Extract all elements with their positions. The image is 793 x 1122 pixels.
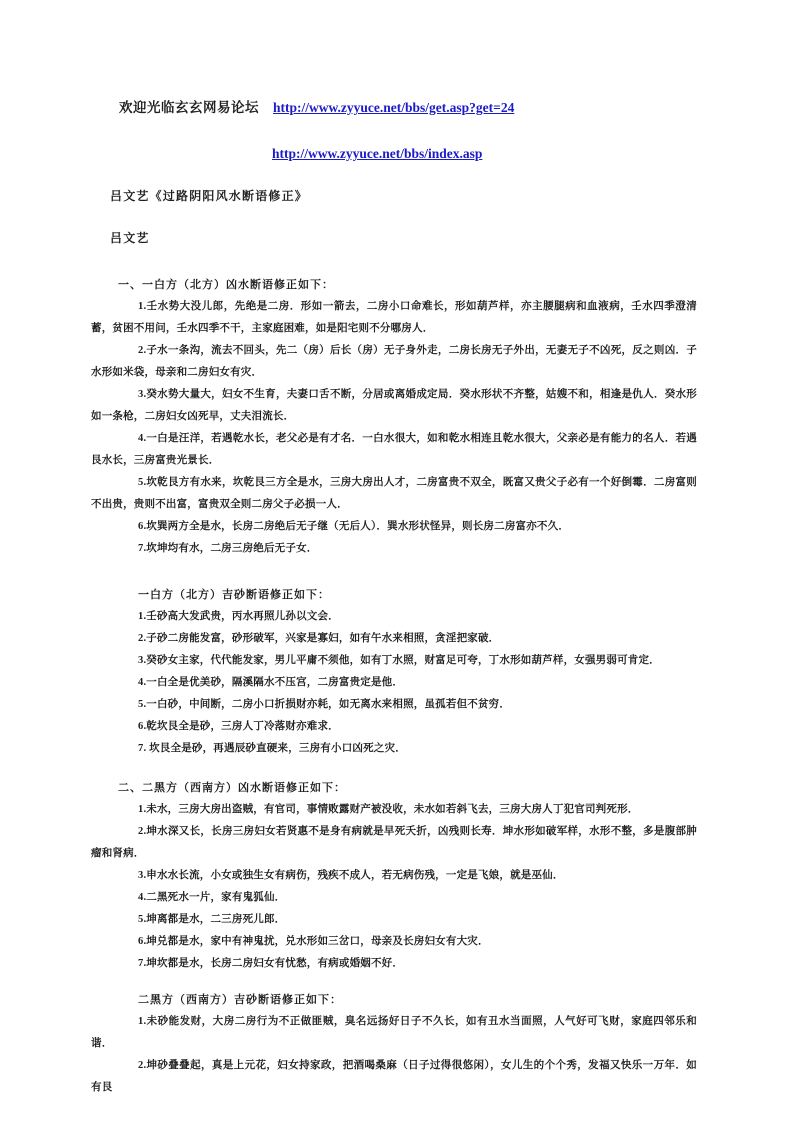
welcome-text: 欢迎光临玄玄网易论坛: [119, 100, 259, 115]
spacer: [91, 760, 697, 777]
forum-link-primary[interactable]: http://www.zyyuce.net/bbs/get.asp?get=24: [273, 100, 515, 115]
section-1-heading: 一、一白方（北方）凶水断语修正如下：: [118, 279, 334, 291]
section-2-water-para-1: 1.未水，三房大房出盗贼，有官司，事情败露财产被没收，未水如若斜飞去，三房大房人丁犯官司判死形．: [138, 804, 639, 815]
spacer: [91, 560, 697, 584]
section-2-subheading: 二黑方（西南方）吉砂断语修正如下：: [138, 994, 342, 1006]
section-1-subheading: 一白方（北方）吉砂断语修正如下：: [138, 589, 330, 601]
section-2-sand-item-2: 2.坤砂叠叠起，真是上元花，妇女持家政，把酒喝桑麻（日子过得很悠闲），女儿生的个个秀，发福又快乐一万年．如有艮: [91, 1060, 697, 1093]
section-1-sand-item-1: 1.壬砂高大发武贵，丙水再照儿孙以文会．: [138, 611, 339, 622]
document-title: 吕文艺《过路阴阳风水断语修正》: [110, 189, 309, 203]
section-1-water-para-3: 3.癸水势大量大，妇女不生育，夫妻口舌不断，分居或离婚成定局．癸水形状不齐整，姑嫂不和，相逢是仇人．癸水形如一条枪，二房妇女凶死早，丈夫泪流长．: [91, 389, 697, 422]
section-1-sand-item-7: 7. 坎艮全是砂，再遇辰砂直硬来，三房有小口凶死之灾．: [138, 743, 406, 754]
secondary-link-row: [272, 144, 697, 164]
section-2-water-para-7: 7.坤坎都是水，长房二房妇女有忧愁，有病或婚姻不好．: [138, 958, 404, 969]
section-1-water-para-2: 2.子水一条沟，流去不回头，先二（房）后长（房）无子身外走，二房长房无子外出，无妻无子不凶死，反之则凶．子水形如米袋，母亲和二房妇女有灾．: [91, 345, 697, 378]
section-1-sand-item-3: 3.癸砂女主家，代代能发家，男儿平庸不须他，如有丁水照，财富足可夸，丁水形如葫芦样，女强男弱可肯定．: [138, 655, 660, 666]
section-2-water-para-4: 4.二黑死水一片，家有鬼狐仙．: [138, 892, 286, 903]
section-1-water-para-6: 6.坎巽两方全是水，长房二房绝后无子继（无后人）．巽水形状怪异，则长房二房富亦不久．: [138, 521, 570, 532]
section-2-water-para-2: 2.坤水深又长，长房三房妇女若贤惠不是身有病就是早死夭折，凶残则长寿．坤水形如破军样，水形不整，多是腹部肿瘤和肾病．: [91, 826, 697, 859]
section-2-heading: 二、二黑方（西南方）凶水断语修正如下：: [118, 782, 346, 794]
section-2-water-para-3: 3.申水水长流，小女或独生女有病伤，残疾不成人，若无病伤残，一定是飞娘，就是巫仙．: [138, 870, 564, 881]
section-1-sand-item-5: 5.一白砂，中间断，二房小口折损财亦耗，如无离水来相照，虽孤若但不贫穷．: [138, 699, 511, 710]
section-1-water-para-4: 4.一白是汪洋，若遇乾水长，老父必是有才名．一白水很大，如和乾水相连且乾水很大，父亲必是有能力的名人．若遇艮水长，三房富贵光景长．: [91, 433, 697, 466]
section-2-sand-item-1: 1.未砂能发财，大房二房行为不正做匪贼，臭名远扬好日子不久长，如有丑水当面照，人气好可飞财，家庭四邻乐和谐．: [91, 1016, 697, 1049]
section-1-water-para-7: 7.坎坤均有水，二房三房绝后无子女．: [138, 543, 318, 554]
section-1-sand-item-4: 4.一白全是优美砂，隔溪隔水不压宫，二房富贵定是他．: [138, 677, 404, 688]
section-2-water-para-6: 6.坤兑都是水，家中有神鬼扰，兑水形如三岔口，母亲及长房妇女有大灾．: [138, 936, 489, 947]
document-author: 吕文艺: [110, 231, 150, 245]
forum-link-secondary[interactable]: http://www.zyyuce.net/bbs/index.asp: [272, 146, 483, 161]
section-1-water-para-5: 5.坎乾艮方有水来，坎乾艮三方全是水，三房大房出人才，二房富贵不双全，既富又贵父子必有一个好倒霉．二房富则不出贵，贵则不出富，富贵双全则二房父子必损一人．: [91, 477, 697, 510]
header-row: [119, 98, 697, 118]
spacer: [91, 975, 697, 989]
section-1-water-para-1: 1.壬水势大没儿郎，先绝是二房．形如一箭去，二房小口命难长，形如葫芦样，亦主腰腿病和血液病，壬水四季澄清蓄，贫困不用问，壬水四季不干，主家庭困难，如是阳宅则不分哪房人．: [91, 301, 697, 334]
section-1-sand-item-6: 6.乾坎艮全是砂，三房人丁冷落财亦难求．: [138, 721, 339, 732]
section-1-sand-item-2: 2.子砂二房能发富，砂形破军，兴家是寡妇，如有午水来相照，贪淫把家破．: [138, 633, 500, 644]
section-2-water-para-5: 5.坤离都是水，二三房死儿郎．: [138, 914, 286, 925]
